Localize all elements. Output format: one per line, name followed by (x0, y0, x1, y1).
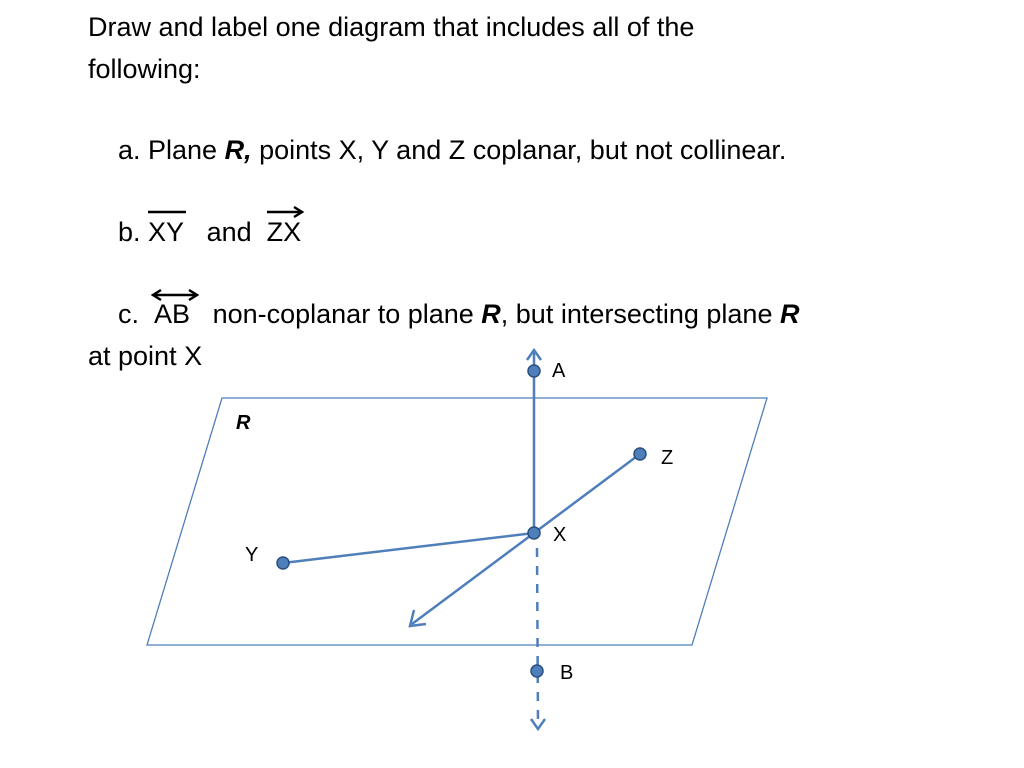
item-c-line2: at point X (88, 341, 203, 371)
point-b (531, 665, 543, 677)
point-x-label: X (553, 524, 567, 546)
instruction-line-1: Draw and label one diagram that includes all of the (88, 12, 695, 42)
ray-zx-label: ZX (266, 217, 302, 247)
item-a-prefix: a. Plane (118, 135, 225, 165)
ray-zx (412, 454, 640, 624)
point-x (528, 527, 540, 539)
line-ab-bottom-arrow (531, 719, 545, 729)
item-c-prefix: c. (118, 299, 147, 329)
item-c-text2: , but intersecting plane (500, 299, 780, 329)
plane-r (147, 398, 767, 645)
point-y-label: Y (245, 544, 259, 566)
item-b-prefix: b. (118, 217, 149, 247)
point-b-label: B (560, 662, 574, 684)
segment-xy-label: XY (148, 217, 185, 247)
line-ab-label: AB (154, 299, 191, 329)
plane-r-label: R (236, 412, 251, 434)
item-c-text1: non-coplanar to plane (212, 299, 482, 329)
segment-xy (283, 533, 534, 563)
item-a-suffix: points X, Y and Z coplanar, but not collinear. (251, 135, 787, 165)
item-c-plane1: R (481, 299, 501, 329)
point-z (634, 448, 646, 460)
item-c-plane2: R (779, 299, 800, 329)
point-y (277, 557, 289, 569)
point-a (528, 365, 540, 377)
point-a-label: A (552, 360, 566, 382)
line-ab-lower-dashed (537, 548, 538, 726)
item-b-connector: and (206, 217, 252, 247)
item-a-plane-name: R, (224, 135, 252, 165)
point-z-label: Z (661, 447, 674, 469)
instruction-line-2: following: (88, 54, 201, 84)
